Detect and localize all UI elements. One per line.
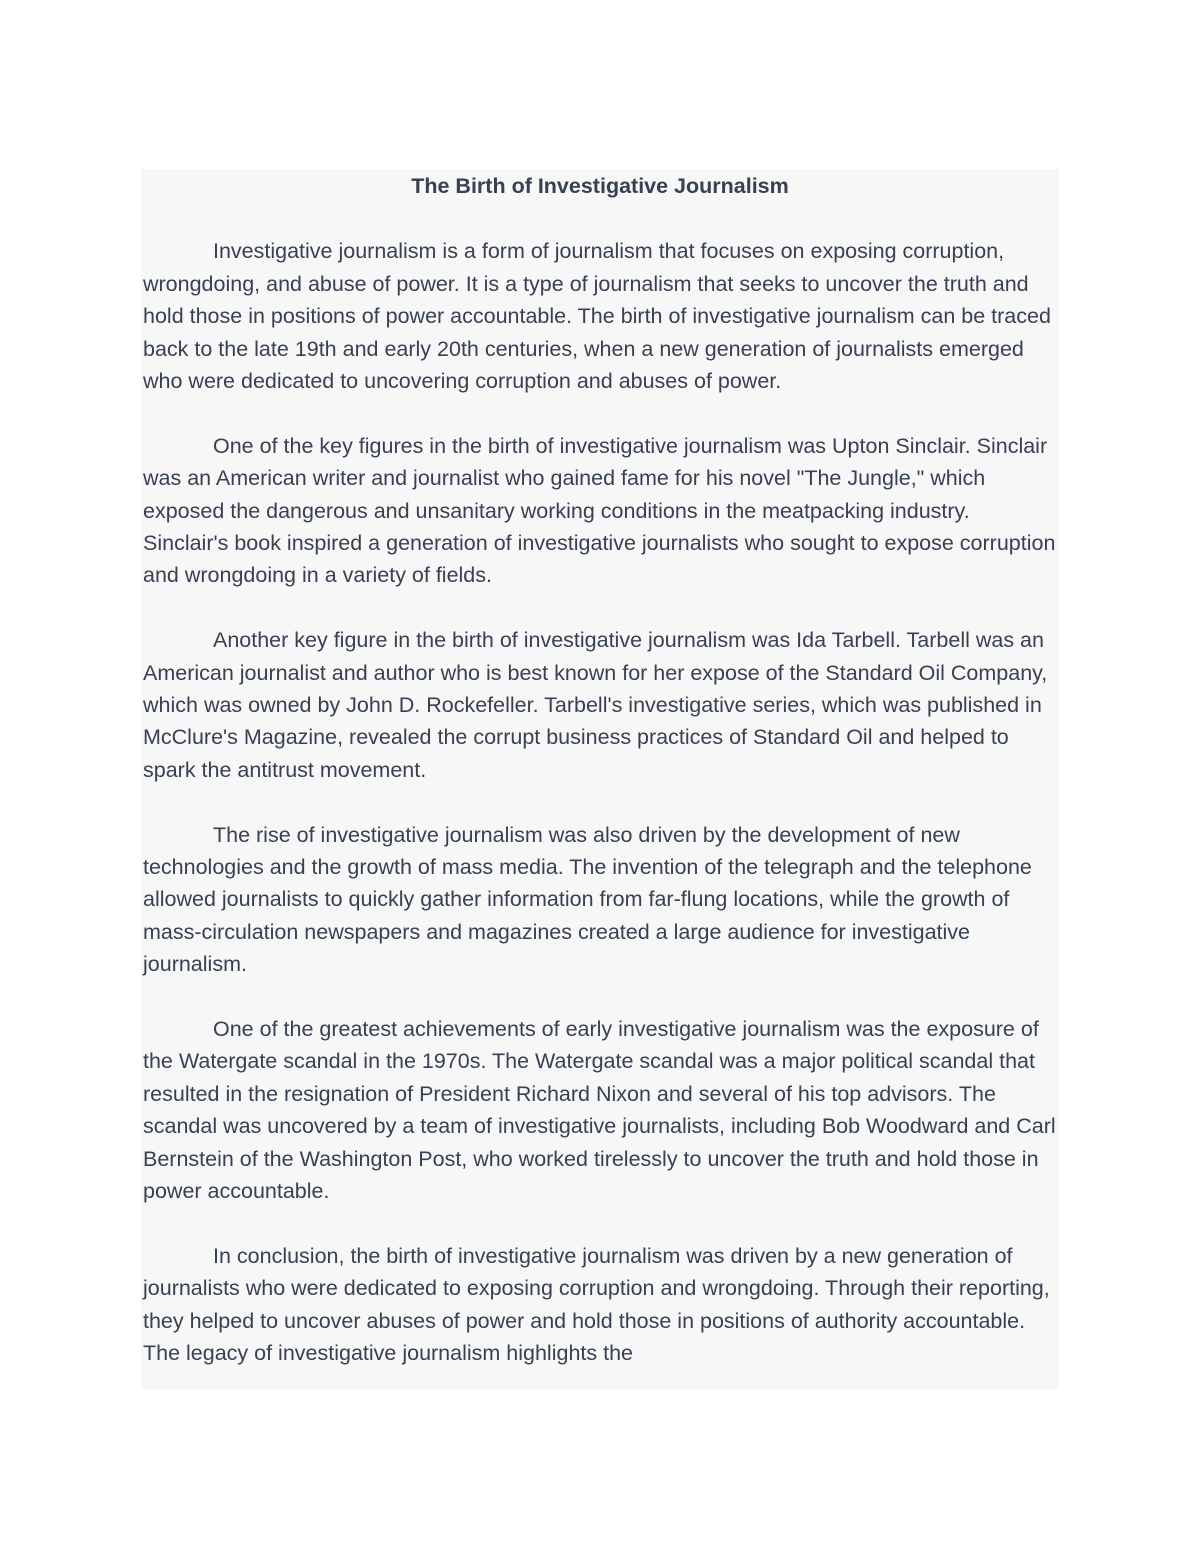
paragraph-1: Investigative journalism is a form of journalism that focuses on exposing corruption, wrongdoing, and abuse of power. It is a type of journalism that seeks to uncover the truth and hold those in positions of power accountable. The birth of investigative journalism can be traced back to the late 19th and early 20th centuries, when a new generation of journalists emerged who were dedicated to uncovering corruption and abuses of power. (143, 239, 1051, 394)
paragraph-6: In conclusion, the birth of investigative journalism was driven by a new generation of journalists who were dedicated to exposing corruption and wrongdoing. Through their reporting, they helped to uncover abuses of power and hold those in positions of authority accountable. The legacy of investigative journalism highlights the (143, 1243, 1050, 1366)
paragraph-3: Another key figure in the birth of investigative journalism was Ida Tarbell. Tarbell was an American journalist and author who is best known for her expose of the Standard Oil Company, which was owned by John D. Rockefeller. Tarbell's investigative series, which was published in McClure's Magazine, revealed the corrupt business practices of Standard Oil and helped to spark the antitrust movement. (143, 628, 1048, 782)
paragraph-4: The rise of investigative journalism was also driven by the development of new technologies and the growth of mass media. The invention of the telegraph and the telephone allowed journalists to quickly gather information from far-flung locations, while the growth of mass-circulation newspapers and magazines created a large audience for investigative journalism. (143, 822, 1032, 977)
paragraph-2: One of the key figures in the birth of investigative journalism was Upton Sinclair. Sinclair was an American writer and journalist who gained fame for his novel "The Jungle," which exposed the dangerous and unsanitary working conditions in the meatpacking industry. Sinclair's book inspired a generation of investigative journalists who sought to expose corruption and wrongdoing in a variety of fields. (143, 433, 1056, 588)
title-spacer (143, 203, 1057, 235)
document-title: The Birth of Investigative Journalism (411, 174, 789, 198)
text-block (141, 169, 1059, 1389)
paragraph-5: One of the greatest achievements of early investigative journalism was the exposure of the Watergate scandal in the 1970s. The Watergate scandal was a major political scandal that resulted in the resignation of President Richard Nixon and several of his top advisors. The scandal was uncovered by a team of investigative journalists, including Bob Woodward and Carl Bernstein of the Washington Post, who worked tirelessly to uncover the truth and hold those in power accountable. (143, 1017, 1056, 1204)
